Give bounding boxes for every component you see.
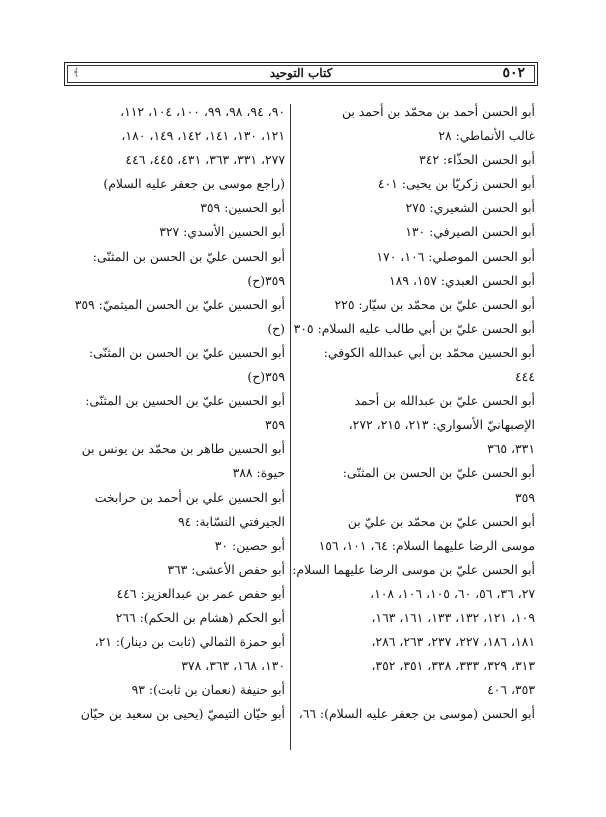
running-title: كتاب التوحيد (269, 66, 333, 80)
index-line: أبو الحسين علي بن أحمد بن حرابخت (94, 489, 285, 505)
index-line: أبو الحسن الحذّاء: ٣٤٢ (419, 152, 535, 168)
index-line: ٣١٣، ٣٢٩، ٣٣٣، ٣٣٨، ٣٥١، ٣٥٢، (371, 658, 535, 674)
index-column-left (53, 100, 285, 726)
index-line: أبو حنيفة (نعمان بن ثابت): ٩٣ (131, 682, 285, 698)
index-line: أبو الحسين عليّ بن الحسين بن المثنّى: (85, 393, 285, 409)
index-line: أبو الحسن عليّ بن أبي طالب عليه السلام: ٣٠٥ (293, 320, 535, 336)
index-line: ١٠٩، ١٢١، ١٣٢، ١٣٣، ١٦١، ١٦٣، (371, 609, 535, 625)
index-line: أبو حفص عمر بن عبدالعزيز: ٤٤٦ (116, 585, 285, 601)
index-line: أبو الحسن الموصلي: ١٠٦، ١٧٠ (376, 248, 535, 264)
index-line: ٣٥٣، ٤٠٦ (487, 682, 535, 698)
index-line: موسى الرضا عليهما السلام: ٦٤، ١٠١، ١٥٦ (318, 537, 535, 553)
index-line: أبو حصين: ٣٠ (214, 537, 285, 553)
index-line: أبو حيّان التيميّ (يحيى بن سعيد بن حيّان (80, 706, 285, 722)
index-line: الجيرفتي النسّابة: ٩٤ (177, 513, 285, 529)
running-header (64, 62, 538, 86)
index-line: أبو الحسن أحمد بن محمّد بن أحمد بن (341, 104, 535, 119)
index-line: ٣٥٩(ح) (247, 369, 285, 385)
index-line: أبو الحسن (موسى بن جعفر عليه السلام): ٦٦، (298, 706, 535, 722)
index-line: ٣٥٩ (515, 489, 535, 505)
index-line: غالب الأنماطي: ٢٨ (438, 128, 535, 144)
index-line: ٣٥٩(ح) (247, 272, 285, 288)
index-line: أبو الحسن عليّ بن موسى الرضا عليهما السلام: (292, 561, 535, 577)
index-line: ٢٧٧، ٣٣١، ٣٦٣، ٤٣١، ٤٤٥، ٤٤٦ (125, 152, 285, 168)
index-line: ٢٧، ٣٦، ٥٦، ٦٠، ١٠٥، ١٠٦، ١٠٨، (370, 585, 535, 601)
index-line: أبو الحسن عليّ بن الحسن بن المثنّى: (92, 248, 285, 264)
index-line: ٤٤٤ (515, 369, 535, 385)
index-line: حيوة: ٣٨٨ (232, 465, 285, 481)
index-line: أبو الحسين عليّ بن الحسن بن المثنّى: (88, 344, 285, 360)
index-line: أبو حفص الأعشى: ٣٦٣ (167, 561, 285, 577)
index-line: أبو الحسن عليّ بن الحسن بن المثنّى: (342, 465, 535, 481)
index-line: أبو الحسن زكريّا بن يحيى: ٤٠١ (377, 176, 535, 192)
index-line: ١٨١، ١٨٦، ٢٢٧، ٢٣٧، ٢٦٣، ٢٨٦، (371, 634, 535, 650)
index-line: أبو الحسن عليّ بن محمّد بن عليّ بن (347, 513, 535, 529)
index-line: أبو الحسين الأسدي: ٣٢٧ (159, 224, 285, 240)
index-line: أبو الحسن عليّ بن محمّد بن سيّار: ٢٢٥ (334, 296, 535, 312)
index-line: ٣٥٩ (265, 417, 285, 433)
index-line: (راجع موسى بن جعفر عليه السلام) (103, 176, 285, 192)
index-line: ٩٠، ٩٤، ٩٨، ٩٩، ١٠٠، ١٠٤، ١١٢، (120, 104, 285, 119)
column-divider (290, 104, 291, 750)
index-line: أبو الحسن العبدي: ١٥٧، ١٨٩ (388, 272, 535, 288)
index-line: ١٣٠، ١٦٨، ٣٦٣، ٣٧٨ (181, 658, 285, 674)
index-column-right (292, 100, 535, 726)
index-line: ٣٣١، ٣٦٥ (487, 441, 535, 457)
index-line: أبو الحسين عليّ بن الحسن الميثميّ: ٣٥٩ (74, 296, 285, 312)
index-line: أبو حمزة الثمالي (ثابت بن دينار): ٢١، (94, 634, 285, 650)
index-line: أبو الحسن عليّ بن عبدالله بن أحمد (354, 393, 535, 409)
index-line: أبو الحسين محمّد بن أبي عبدالله الكوفي: (323, 344, 535, 360)
index-line: الإصبهانيّ الأسواري: ٢١٣، ٢١٥، ٢٧٢، (348, 417, 535, 433)
page-number: ٥٠٢ (502, 65, 525, 81)
index-line: ١٢١، ١٣٠، ١٤١، ١٤٢، ١٤٩، ١٨٠، (121, 128, 285, 144)
index-line: أبو الحسين: ٣٥٩ (200, 200, 285, 216)
index-line: أبو الحسن الشعيري: ٢٧٥ (405, 200, 535, 216)
ornament-icon: ﴾ (73, 66, 80, 79)
index-line: أبو الحسن الصيرفي: ١٣٠ (405, 224, 535, 240)
index-line: أبو الحكم (هشام بن الحكم): ٢٦٦ (115, 609, 285, 625)
index-line: أبو الحسين طاهر بن محمّد بن يونس بن (81, 441, 285, 457)
index-line: (ح) (267, 320, 285, 336)
